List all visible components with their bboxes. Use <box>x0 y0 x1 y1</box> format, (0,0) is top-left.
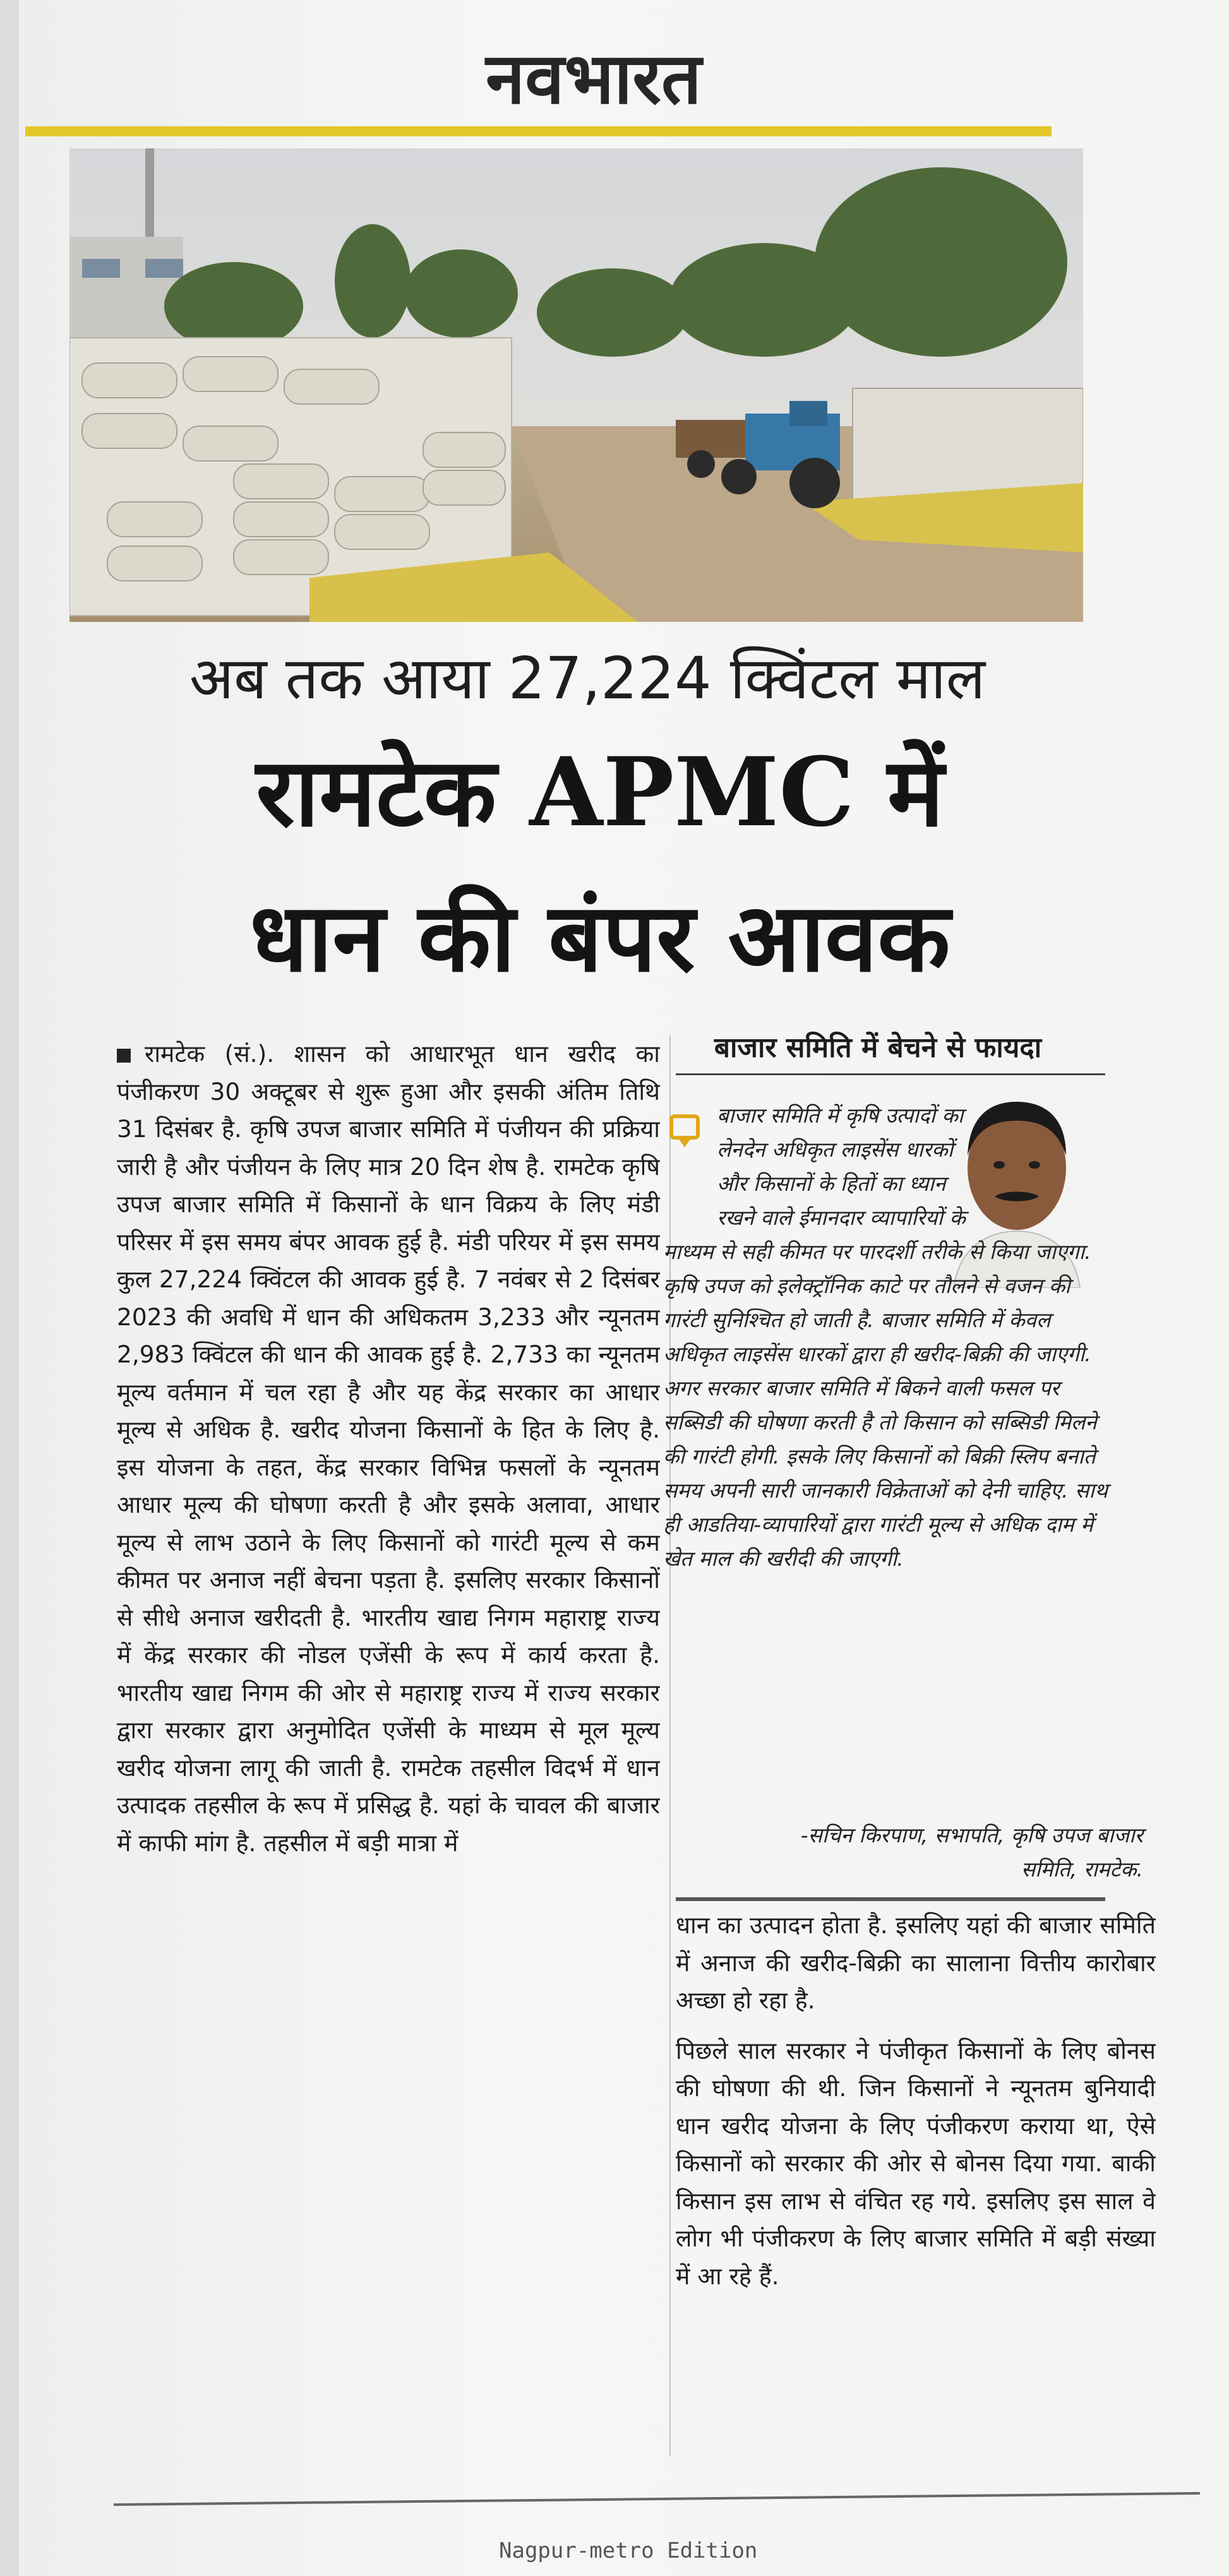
article-body-column <box>117 1035 660 2475</box>
sidebar-quote-lead: बाजार समिति में कृषि उत्पादों का लेनदेन अधिकृत लाइसेंस धारकों और किसानों के हितों का ध्यान रखने वाले ईमानदार व्यापारियों के <box>717 1103 966 1230</box>
signature-line-1: -सचिन किरपाण, सभापति, कृषि उपज बाजार <box>800 1823 1143 1847</box>
signature-line-2: समिति, रामटेक. <box>1021 1857 1143 1881</box>
sidebar-quote <box>663 1099 1118 1831</box>
headline-line-2: धान की बंपर आवक <box>249 882 950 993</box>
sidebar-signature <box>663 1818 1143 1894</box>
sidebar-bottom-rule <box>676 1897 1105 1901</box>
grain-sacks-tractor-photo <box>69 148 1083 622</box>
masthead: नवभारत <box>486 38 702 120</box>
bullet-icon <box>117 1049 131 1063</box>
article-continued-column <box>676 1907 1156 2462</box>
article-body: रामटेक (सं.). शासन को आधारभूत धान खरीद का पंजीकरण 30 अक्टूबर से शुरू हुआ और इसकी अंतिम तिथि 31 दिसंबर है. कृषि उपज बाजार समिति में पंजीयन की प्रक्रिया जारी है और पंजीयन के लिए मात्र 20 दिन शेष है. रामटेक कृषि उपज बाजार समिति में किसानों के धान विक्रय के लिए मंडी परिसर में इस समय बंपर आवक हुई है. मंडी परियर में इस समय कुल 27,224 क्विंटल की आवक हुई है. 7 नवंबर से 2 दिसंबर 2023 की अवधि में धान की अधिकतम 3,233 और न्यूनतम 2,983 क्विंटल की धान की आवक हुई है. 2,733 का न्यूनतम मूल्य वर्तमान में चल रहा है और यह केंद्र सरकार का आधार मूल्य से अधिक है. खरीद योजना किसानों के हित के लिए है. इस योजना के तहत, केंद्र सरकार विभिन्न फसलों के न्यूनतम आधार मूल्य की घोषणा करती है और इसके अलावा, आधार मूल्य से लाभ उठाने के लिए किसानों को गारंटी मूल्य से कम कीमत पर अनाज नहीं बेचना पड़ता है. इसलिए सरकार किसानों से सीधे अनाज खरीदती है. भारतीय खाद्य निगम महाराष्ट्र राज्य में केंद्र सरकार की नोडल एजेंसी के रूप में कार्य करता है. भारतीय खाद्य निगम की ओर से महाराष्ट्र राज्य में राज्य सरकार द्वारा सरकार द्वारा अनुमोदित एजेंसी के माध्यम से मूल मूल्य खरीद योजना लागू की जाती है. रामटेक तहसील विदर्भ में धान उत्पादक तहसील के रूप में प्रसिद्ध है. यहां के चावल की बाजार में काफी मांग है. तहसील में बड़ी मात्रा में <box>117 1040 660 1857</box>
footer-rule <box>114 2492 1200 2506</box>
newspaper-page <box>19 0 1229 2576</box>
article-paragraph: पिछले साल सरकार ने पंजीकृत किसानों के लिए बोनस की घोषणा की थी. जिन किसानों ने न्यूनतम बुनियादी धान खरीद योजना के लिए पंजीकरण कराया था, ऐसे किसानों को सरकार की ओर से बोनस दिया गया. बाकी किसान इस लाभ से वंचित रह गये. इसलिए इस साल वे लोग भी पंजीकरण के लिए बाजार समिति में बड़ी संख्या में आ रहे हैं. <box>676 2036 1156 2290</box>
sidebar-quote-rest: माध्यम से सही कीमत पर पारदर्शी तरीके से किया जाएगा. कृषि उपज को इलेक्ट्रॉनिक काटे पर तौलने से वजन की गारंटी सुनिश्चित हो जाती है. बाजार समिति में केवल अधिकृत लाइसेंस धारकों द्वारा ही खरीद-बिक्री की जाएगी. अगर सरकार बाजार समिति में बिकने वाली फसल पर सब्सिडी की घोषणा करती है तो किसान को सब्सिडी मिलने की गारंटी होगी. इसके लिए किसानों को बिक्री स्लिप बनाते समय अपनी सारी जानकारी विक्रेताओं को देनी चाहिए. साथ ही आडतिया-व्यापारियों द्वारा गारंटी मूल्य से अधिक दाम में खेत माल की खरीदी की जाएगी. <box>663 1239 1108 1571</box>
masthead-rule <box>25 126 1052 136</box>
sidebar-title-rule <box>676 1073 1105 1075</box>
kicker-headline: अब तक आया 27,224 क्विंटल माल <box>189 645 986 712</box>
headline-line-1: रामटेक APMC में <box>256 737 944 848</box>
edition-footer: Nagpur-metro Edition <box>499 2538 758 2563</box>
sidebar-title: बाजार समिति में बेचने से फायदा <box>714 1032 1042 1064</box>
article-paragraph: धान का उत्पादन होता है. इसलिए यहां की बाजार समिति में अनाज की खरीद-बिक्री का सालाना वित्तीय कारोबार अच्छा हो रहा है. <box>676 1911 1156 2014</box>
